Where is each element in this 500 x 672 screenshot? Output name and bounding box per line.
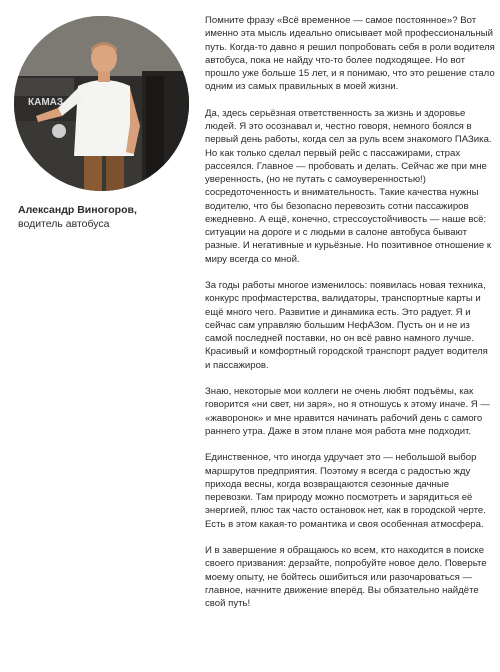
paragraph: И в завершение я обращаюсь ко всем, кто находится в поиске своего призвания: дерзайте, попробуйте новое дело. Поверьте моему опыту, не бойтесь ошибиться или разочароваться — главное, начните движение вперёд. Вы обязательно найдёте свой путь! [205,545,487,609]
bus-brand-label: КАМАЗ [28,97,64,108]
article-body [205,14,495,624]
paragraph: Знаю, некоторые мои коллеги не очень любят подъёмы, как говорится «ни свет, ни заря», но я отношусь к этому иначе. Я — «жаворонок» и мне нравится начинать рабочий день с самого раннего утра. Даже в этом плане моя работа мне подходит. [205,386,490,437]
driver-photo-illustration [14,16,189,191]
paragraph: Да, здесь серьёзная ответственность за жизнь и здоровье людей. Я это осознавал и, честно говоря, немного боялся в первый день работы, когда сел за руль всем знакомого ПАЗика. Но как только сделал первый рейс с пассажирами, страх рассеялся. Главное — пробовать и делать. Сейчас же при мне уверенность, (но не путать с самоуверенностью!) сосредоточенность и внимательность. Такие качества нужны водителю, что бы безопасно перевозить сотни пассажиров ежедневно. А ещё, конечно, стрессоустойчивость — наше всё: ситуации на дороге и с людьми в салоне автобуса бывают разные. И негативные и курьёзные. Но позитивное отношение к миру всегда со мной. [205,107,492,265]
paragraph: За годы работы многое изменилось: появилась новая техника, конкурс профмастерства, валидаторы, транспортные карты и ещё много чего. Развитие и динамика есть. Это радует. Я и сейчас сам управляю большим НефАЗом. Пусть он и не из самой последней поставки, но он всё равно намного лучше. Красивый и комфортный городской транспорт радует водителя и пассажиров. [205,280,488,371]
paragraph: Помните фразу «Всё временное — самое постоянное»? Вот именно эта мысль идеально описывает мой профессиональный путь. Когда-то давно я решил попробовать себя в роли водителя автобуса, пока не найду что-то более подходящее. Но вот прошло уже больше 15 лет, и я понимаю, что это решение стало одним из самых правильных в моей жизни. [205,15,495,93]
driver-name: Александр Виногоров, [18,204,137,216]
driver-photo [14,16,189,191]
driver-role: водитель автобуса [18,218,110,230]
paragraph: Единственное, что иногда удручает это — небольшой выбор маршрутов предприятия. Поэтому я всегда с радостью жду прихода весны, когда возвращаются сезонные дачные перевозки. Там природу можно посмотреть и зарядиться её энергией, плюс так часто остановок нет, как в городской черте. Есть в этом какая-то романтика и своя особенная атмосфера. [205,452,486,530]
photo-caption [18,203,188,231]
